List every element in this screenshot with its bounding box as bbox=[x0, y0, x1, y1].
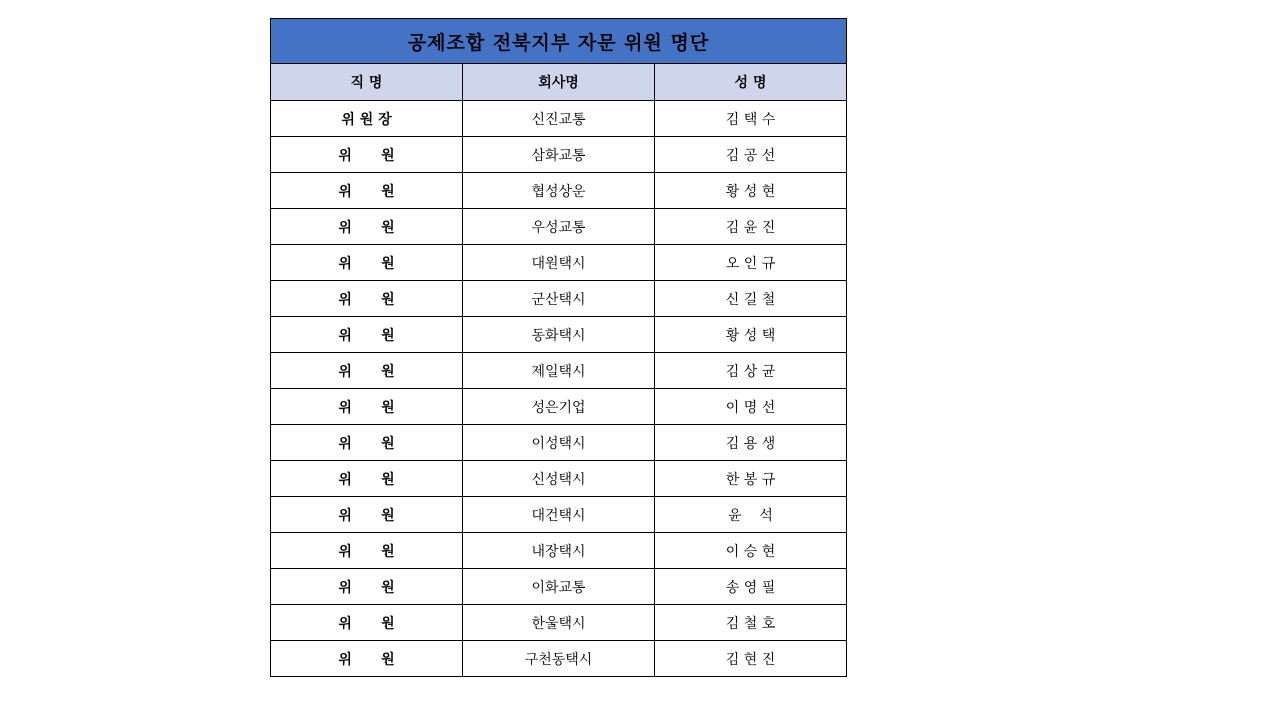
company-cell: 구천동택시 bbox=[463, 641, 655, 677]
table-row bbox=[271, 605, 847, 641]
company-cell: 우성교통 bbox=[463, 209, 655, 245]
table-row bbox=[271, 209, 847, 245]
company-cell: 내장택시 bbox=[463, 533, 655, 569]
company-cell: 이성택시 bbox=[463, 425, 655, 461]
position-cell: 위 원 bbox=[271, 641, 463, 677]
company-cell: 이화교통 bbox=[463, 569, 655, 605]
name-cell: 오 인 규 bbox=[655, 245, 847, 281]
position-cell: 위 원 bbox=[271, 137, 463, 173]
table-row bbox=[271, 353, 847, 389]
name-cell: 김 현 진 bbox=[655, 641, 847, 677]
table-row bbox=[271, 317, 847, 353]
table-row bbox=[271, 569, 847, 605]
name-cell: 김 윤 진 bbox=[655, 209, 847, 245]
name-cell: 이 승 현 bbox=[655, 533, 847, 569]
position-cell: 위 원 bbox=[271, 497, 463, 533]
company-cell: 신성택시 bbox=[463, 461, 655, 497]
table-row bbox=[271, 533, 847, 569]
position-cell: 위 원 bbox=[271, 605, 463, 641]
table-row bbox=[271, 389, 847, 425]
position-cell: 위 원 bbox=[271, 209, 463, 245]
company-cell: 협성상운 bbox=[463, 173, 655, 209]
position-cell: 위 원 bbox=[271, 389, 463, 425]
position-cell: 위 원 bbox=[271, 533, 463, 569]
table-row bbox=[271, 137, 847, 173]
position-cell: 위 원 bbox=[271, 317, 463, 353]
company-cell: 제일택시 bbox=[463, 353, 655, 389]
table-row bbox=[271, 461, 847, 497]
name-cell: 김 택 수 bbox=[655, 101, 847, 137]
header-company: 회사명 bbox=[463, 64, 655, 101]
company-cell: 신진교통 bbox=[463, 101, 655, 137]
table-row bbox=[271, 425, 847, 461]
position-cell: 위 원 bbox=[271, 569, 463, 605]
name-cell: 윤 석 bbox=[655, 497, 847, 533]
name-cell: 황 성 택 bbox=[655, 317, 847, 353]
company-cell: 동화택시 bbox=[463, 317, 655, 353]
name-cell: 김 상 균 bbox=[655, 353, 847, 389]
position-cell: 위 원 bbox=[271, 425, 463, 461]
company-cell: 대원택시 bbox=[463, 245, 655, 281]
name-cell: 신 길 철 bbox=[655, 281, 847, 317]
table-title-row bbox=[271, 19, 847, 64]
position-cell: 위 원 bbox=[271, 173, 463, 209]
name-cell: 김 용 생 bbox=[655, 425, 847, 461]
name-cell: 황 성 현 bbox=[655, 173, 847, 209]
company-cell: 성은기업 bbox=[463, 389, 655, 425]
company-cell: 군산택시 bbox=[463, 281, 655, 317]
name-cell: 김 철 호 bbox=[655, 605, 847, 641]
table-title: 공제조합 전북지부 자문 위원 명단 bbox=[271, 19, 847, 64]
position-cell: 위 원 bbox=[271, 245, 463, 281]
position-cell: 위 원 장 bbox=[271, 101, 463, 137]
company-cell: 한울택시 bbox=[463, 605, 655, 641]
table-row bbox=[271, 281, 847, 317]
header-position: 직 명 bbox=[271, 64, 463, 101]
table-header-row bbox=[271, 64, 847, 101]
company-cell: 삼화교통 bbox=[463, 137, 655, 173]
name-cell: 이 명 선 bbox=[655, 389, 847, 425]
table-row bbox=[271, 173, 847, 209]
position-cell: 위 원 bbox=[271, 353, 463, 389]
table-row bbox=[271, 245, 847, 281]
name-cell: 김 공 선 bbox=[655, 137, 847, 173]
advisory-committee-table bbox=[270, 18, 847, 677]
name-cell: 한 봉 규 bbox=[655, 461, 847, 497]
table-row bbox=[271, 641, 847, 677]
table-row bbox=[271, 101, 847, 137]
position-cell: 위 원 bbox=[271, 461, 463, 497]
position-cell: 위 원 bbox=[271, 281, 463, 317]
header-name: 성 명 bbox=[655, 64, 847, 101]
table-row bbox=[271, 497, 847, 533]
name-cell: 송 영 필 bbox=[655, 569, 847, 605]
company-cell: 대건택시 bbox=[463, 497, 655, 533]
